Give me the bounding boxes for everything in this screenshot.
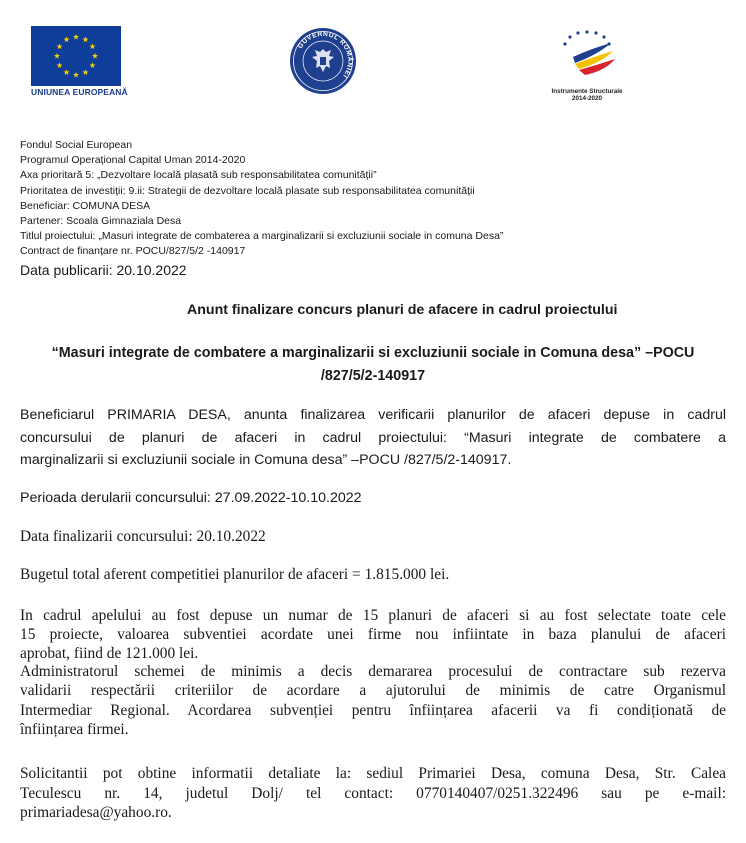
publication-date: Data publicarii: 20.10.2022 — [20, 261, 187, 278]
eu-flag-icon — [31, 26, 121, 86]
contest-period: Perioada derularii concursului: 27.09.2022-10.10.2022 — [20, 490, 362, 506]
partner-line: Partener: Scoala Gimnaziala Desa — [20, 215, 182, 228]
program-line: Programul Operațional Capital Uman 2014-2020 — [20, 154, 246, 167]
structural-instruments-logo — [545, 27, 629, 102]
contact-paragraph: Solicitantii pot obtine informatii detaliate la: sediul Primariei Desa, comuna Desa, Str. Calea Teculescu nr. 14, judetul Dolj/ tel contact: 0770140407/0251.322496 sau pe e-mail: primariadesa@yahoo.ro. — [20, 765, 726, 822]
romania-coat-of-arms-icon — [289, 27, 357, 95]
gov-logo-text: GUVERNUL ROMÂNIEI — [296, 30, 354, 80]
contact-email: primariadesa@yahoo.ro. — [20, 804, 172, 822]
project-title — [20, 342, 726, 388]
project-title-line: Titlul proiectului: „Masuri integrate de combaterea a marginalizarii si excluziunii sociale in comuna Desa” — [20, 230, 504, 243]
completion-date: Data finalizarii concursului: 20.10.2022 — [20, 528, 266, 545]
total-budget: Bugetul total aferent competitiei planurilor de afaceri = 1.815.000 lei. — [20, 566, 450, 583]
eu-logo — [31, 26, 128, 97]
beneficiary-paragraph: Beneficiarul PRIMARIA DESA, anunta finalizarea verificarii planurilor de afaceri depuse in cadrul concursului de planuri de afaceri in cadrul proiectului: “Masuri integrate de combatere a marginalizarii si excluziunii sociale in Comuna desa” –POCU /827/5/2-140917. — [20, 407, 726, 468]
announcement-title: Anunt finalizare concurs planuri de afacere in cadrul proiectului — [187, 302, 618, 318]
structural-instruments-icon — [545, 27, 629, 83]
project-title-line-1: “Masuri integrate de combatere a marginalizarii si excluziunii sociale in Comuna desa” –POCU — [51, 345, 695, 361]
contract-line: Contract de finanțare nr. POCU/827/5/2 -140917 — [20, 245, 246, 258]
investment-priority-line: Prioritatea de investiții: 9.ii: Strategii de dezvoltare locală plasate sub responsabilitatea comunității — [20, 184, 475, 197]
administrator-paragraph: Administratorul schemei de minimis a decis demararea procesului de contractare sub rezerva validarii respectării criteriilor de acordare a ajutorului de minimis de catre Organismul Intermediar Regional. Acordarea subvenției pentru înființarea afacerii va fi condiționată de înființarea firmei. — [20, 663, 726, 739]
eu-caption: UNIUNEA EUROPEANĂ — [31, 87, 128, 97]
fund-line: Fondul Social European — [20, 139, 133, 151]
government-of-romania-logo — [289, 27, 357, 95]
applications-paragraph: In cadrul apelului au fost depuse un numar de 15 planuri de afaceri si au fost selectate toate cele 15 proiecte, valoarea subventiei acordate unei firme nou infiintate in baza planului de afaceri aprobat, fiind de 121.000 lei. — [20, 607, 726, 663]
project-header-info — [20, 138, 720, 279]
beneficiary-line: Beneficiar: COMUNA DESA — [20, 199, 151, 212]
structural-instruments-caption: Instrumente Structurale 2014-2020 — [551, 88, 623, 103]
priority-axis-line: Axa prioritară 5: „Dezvoltare locală plasată sub responsabilitatea comunității” — [20, 169, 377, 182]
project-title-line-2: /827/5/2-140917 — [320, 368, 426, 384]
